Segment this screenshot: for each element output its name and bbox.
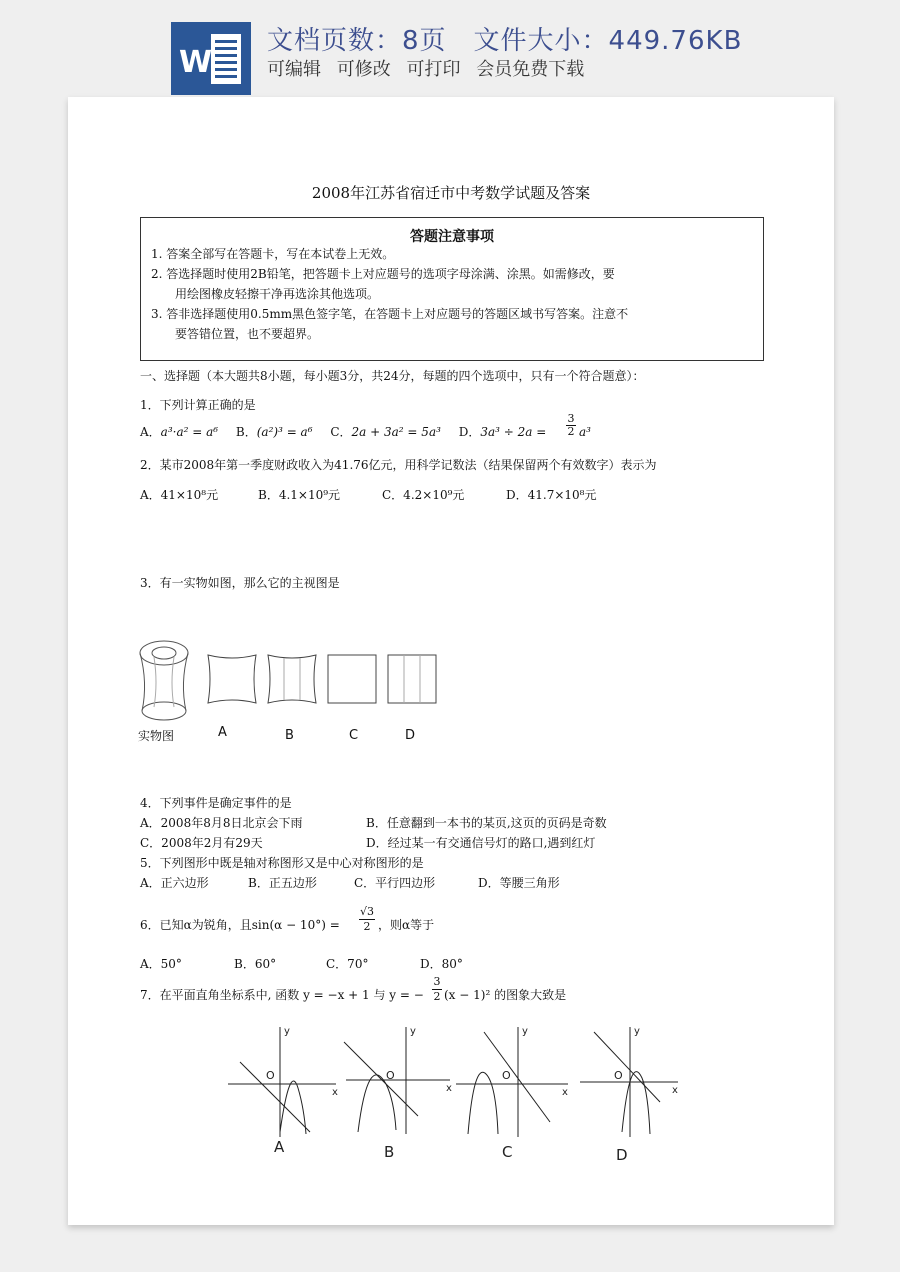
- q1-option-c: 2a + 3a² = 5a³: [351, 425, 441, 439]
- graph-d-label: D: [616, 1146, 628, 1164]
- q3-label-a: A: [218, 725, 227, 740]
- q3-figures: [136, 635, 446, 725]
- q5-option-d: D．等腰三角形: [478, 876, 560, 890]
- q3-label-d: D: [405, 728, 416, 743]
- q3-label-object: 实物图: [138, 729, 175, 743]
- question-7-suffix: (x − 1)² 的图象大致是: [444, 988, 567, 1002]
- graph-c-origin: O: [502, 1069, 511, 1082]
- graph-d-y-label: y: [634, 1026, 640, 1037]
- q1-options: [140, 424, 546, 440]
- graph-b: [344, 1027, 450, 1134]
- question-4: 4．下列事件是确定事件的是: [140, 796, 292, 810]
- question-6-prefix: 6．已知α为锐角，且sin(α − 10°) =: [140, 918, 340, 932]
- file-features: [267, 55, 594, 81]
- option-d-figure: [388, 655, 436, 703]
- q5-option-b: B．正五边形: [248, 876, 317, 890]
- file-info-title: 文档页数：8页 文件大小：449.76KB: [267, 26, 743, 56]
- q6-option-c: C．70°: [326, 957, 369, 971]
- graph-d: [580, 1027, 678, 1137]
- q2-option-d: D．41.7×10⁸元: [506, 488, 597, 502]
- question-1: 1．下列计算正确的是: [140, 398, 256, 412]
- document-page: [68, 97, 834, 1225]
- graph-a-x-label: x: [332, 1087, 338, 1098]
- q7-frac-num: 3: [433, 975, 441, 988]
- q2-option-c: C．4.2×10⁹元: [382, 488, 465, 502]
- notice-item: 要答错位置，也不要超界。: [151, 327, 320, 341]
- graph-a-label: A: [274, 1138, 285, 1156]
- q4-option-d: D．经过某一有交通信号灯的路口,遇到红灯: [366, 836, 596, 850]
- graph-b-origin: O: [386, 1069, 395, 1082]
- q1-frac-den: 2: [567, 425, 575, 438]
- q2-option-a: A．41×10⁸元: [140, 488, 219, 502]
- notice-title: 答题注意事项: [410, 229, 494, 245]
- notice-item: 3. 答非选择题使用0.5mm黑色签字笔，在答题卡上对应题号的答题区域书写答案。注意不: [151, 307, 629, 321]
- q6-frac-den: 2: [359, 919, 375, 934]
- q6-fraction: [359, 905, 375, 934]
- logo-letter: W: [179, 45, 213, 80]
- graph-d-x-label: x: [672, 1085, 678, 1096]
- graph-b-x-label: x: [446, 1083, 452, 1094]
- option-b-figure: [268, 655, 316, 703]
- feature-printable: 可打印: [406, 59, 461, 80]
- question-2: 2．某市2008年第一季度财政收入为41.76亿元，用科学记数法（结果保留两个有效数字）表示为: [140, 458, 657, 472]
- doc-title: 2008年江苏省宿迁市中考数学试题及答案: [311, 184, 591, 202]
- object-figure: [140, 641, 188, 720]
- graph-b-y-label: y: [410, 1026, 416, 1037]
- option-c-figure: [328, 655, 376, 703]
- q6-option-a: A．50°: [140, 957, 182, 971]
- question-3: 3．有一实物如图，那么它的主视图是: [140, 576, 340, 590]
- q7-graphs: [218, 1022, 698, 1167]
- q1-label-c: C．: [330, 425, 352, 439]
- q1-option-d: 3a³ ÷ 2a =: [480, 425, 547, 439]
- notice-item: 1. 答案全部写在答题卡，写在本试卷上无效。: [151, 247, 395, 261]
- q1-label-b: B．: [235, 425, 257, 439]
- q6-option-d: D．80°: [420, 957, 463, 971]
- feature-free-download: 会员免费下载: [476, 59, 585, 80]
- feature-editable: 可编辑: [267, 59, 321, 80]
- q1-option-b: (a²)³ = a⁶: [256, 425, 313, 439]
- option-a-figure: [208, 655, 256, 703]
- graph-c-x-label: x: [562, 1087, 568, 1098]
- graph-d-origin: O: [614, 1069, 623, 1082]
- q2-option-b: B．4.1×10⁹元: [258, 488, 341, 502]
- q1-frac-num: 3: [567, 412, 575, 425]
- section-heading: 一、选择题（本大题共8小题，每小题3分，共24分，每题的四个选项中，只有一个符合题意）：: [140, 369, 645, 383]
- q7-frac-den: 2: [433, 990, 441, 1003]
- q3-label-c: C: [349, 728, 359, 743]
- q6-frac-num: √3: [359, 905, 374, 918]
- q1-option-a: a³·a² = a⁶: [160, 425, 219, 439]
- notice-box: [140, 217, 764, 361]
- q4-option-b: B．任意翻到一本书的某页,这页的页码是奇数: [366, 816, 607, 830]
- graph-c: [456, 1027, 568, 1137]
- q1-fraction: [566, 413, 576, 438]
- q7-fraction: [432, 975, 442, 1004]
- q1-frac-tail: a³: [579, 425, 591, 439]
- question-6-suffix: ，则α等于: [378, 918, 435, 932]
- q4-option-c: C．2008年2月有29天: [140, 836, 263, 850]
- graph-c-label: C: [502, 1143, 513, 1161]
- notice-item: 用绘图橡皮轻擦干净再选涂其他选项。: [151, 287, 380, 301]
- graph-c-y-label: y: [522, 1026, 528, 1037]
- q4-option-a: A．2008年8月8日北京会下雨: [140, 816, 303, 830]
- graph-b-label: B: [384, 1143, 395, 1161]
- q6-option-b: B．60°: [234, 957, 277, 971]
- q5-option-a: A．正六边形: [140, 876, 209, 890]
- q1-label-d: D．: [458, 425, 481, 439]
- q1-label-a: A．: [140, 425, 161, 439]
- q5-option-c: C．平行四边形: [354, 876, 436, 890]
- feature-modifiable: 可修改: [336, 59, 391, 80]
- word-logo-icon: [171, 22, 251, 95]
- question-5: 5．下列图形中既是轴对称图形又是中心对称图形的是: [140, 856, 424, 870]
- graph-a: [228, 1027, 336, 1137]
- notice-item: 2. 答选择题时使用2B铅笔，把答题卡上对应题号的选项字母涂满、涂黑。如需修改，要: [151, 267, 615, 281]
- question-7-prefix: 7．在平面直角坐标系中, 函数 y = −x + 1 与 y = −: [140, 988, 424, 1002]
- graph-a-origin: O: [266, 1069, 275, 1082]
- graph-a-y-label: y: [284, 1026, 290, 1037]
- q3-label-b: B: [285, 728, 294, 743]
